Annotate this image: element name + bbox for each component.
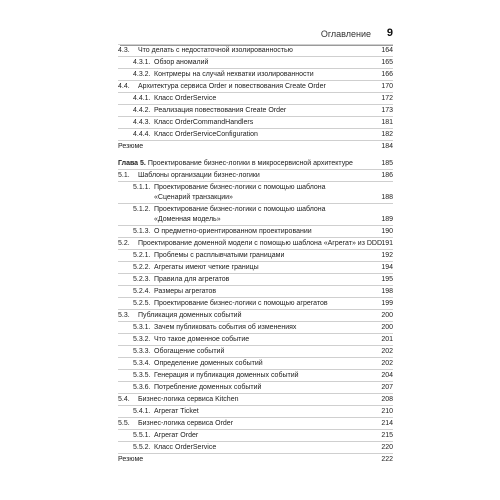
toc-entry-number: 5.4.1. bbox=[133, 408, 151, 415]
toc-entry-number: 4.4.3. bbox=[133, 119, 151, 126]
toc-entry-page: 201 bbox=[381, 336, 393, 343]
toc-entry-title: Агрегат Order bbox=[154, 432, 199, 439]
toc-entry-title: Проектирование бизнес-логики с помощью шаблона «Сценарий транзакции» bbox=[154, 184, 326, 201]
toc-entry-resume[interactable] bbox=[118, 140, 393, 152]
toc-entry-page: 199 bbox=[381, 300, 393, 307]
toc-entry-title: Проектирование бизнес-логики с помощью агрегатов bbox=[154, 300, 328, 307]
toc-entry[interactable] bbox=[118, 169, 393, 181]
toc-entry-page: 220 bbox=[381, 444, 393, 451]
toc-entry[interactable] bbox=[118, 393, 393, 405]
toc-entry-number: 4.4.2. bbox=[133, 107, 151, 114]
toc-entry-number: 5.5.2. bbox=[133, 444, 151, 451]
toc-entry-title: Проектирование доменной модели с помощью шаблона «Агрегат» из DDD bbox=[138, 240, 383, 247]
toc-entry[interactable] bbox=[118, 285, 393, 297]
toc-entry-title: Бизнес-логика сервиса Order bbox=[138, 420, 234, 427]
toc-entry[interactable] bbox=[118, 369, 393, 381]
toc-entry[interactable] bbox=[118, 273, 393, 285]
toc-entry-title: Бизнес-логика сервиса Kitchen bbox=[138, 396, 239, 403]
toc-entry-page: 215 bbox=[381, 432, 393, 439]
toc-entry-page: 192 bbox=[381, 252, 393, 259]
toc-entry-title: Класс OrderService bbox=[154, 95, 217, 102]
toc-entry[interactable] bbox=[118, 237, 393, 249]
toc-entry-page: 208 bbox=[381, 396, 393, 403]
toc-entry-page: 165 bbox=[381, 59, 393, 66]
toc-entry-page: 184 bbox=[381, 143, 393, 150]
toc-entry-number: 5.3.5. bbox=[133, 372, 151, 379]
toc-entry[interactable] bbox=[118, 68, 393, 80]
running-title: Оглавление bbox=[320, 29, 371, 39]
toc-entry-title: Обогащение событий bbox=[154, 348, 225, 355]
toc-entry-number: 5.2.2. bbox=[133, 264, 151, 271]
page-number: 9 bbox=[386, 27, 393, 39]
toc-entry-title: Размеры агрегатов bbox=[154, 288, 217, 295]
chapter-title: Проектирование бизнес-логики в микросервисной архитектуре bbox=[147, 160, 353, 167]
toc-entry-page: 188 bbox=[381, 194, 393, 201]
toc-entry-title: Потребление доменных событий bbox=[154, 384, 262, 391]
toc-entry-number: 5.2.1. bbox=[133, 252, 151, 259]
toc-entry-title: О предметно-ориентированном проектировании bbox=[154, 228, 312, 235]
toc-entry-page: 202 bbox=[381, 360, 393, 367]
toc-entry[interactable] bbox=[118, 92, 393, 104]
toc-entry-page: 173 bbox=[381, 107, 393, 114]
toc-entry-title: Реализация повествования Create Order bbox=[154, 107, 287, 114]
toc-entry-number: 5.3.1. bbox=[133, 324, 151, 331]
toc-entry-page: 200 bbox=[381, 312, 393, 319]
toc-entry-number: 5.3.6. bbox=[133, 384, 151, 391]
toc-entry[interactable] bbox=[118, 128, 393, 140]
toc-entry-number: 5.2. bbox=[118, 240, 130, 247]
chapter-label: Глава 5. bbox=[118, 160, 146, 167]
toc-entry-title: Что делать с недостаточной изолированностью bbox=[138, 47, 293, 54]
toc-entry-number: 5.5.1. bbox=[133, 432, 151, 439]
toc-entry[interactable] bbox=[118, 321, 393, 333]
toc-entry-title: Контрмеры на случай нехватки изолированности bbox=[154, 71, 314, 78]
toc-entry-title: Что такое доменное событие bbox=[154, 336, 250, 343]
toc-entry-page: 189 bbox=[381, 216, 393, 223]
toc-entry-number: 4.4.4. bbox=[133, 131, 151, 138]
toc-entry[interactable] bbox=[118, 44, 393, 56]
toc-entry[interactable] bbox=[118, 381, 393, 393]
toc-entry-title: Класс OrderService bbox=[154, 444, 217, 451]
toc-entry-page: 170 bbox=[381, 83, 393, 90]
toc-entry-title: Определение доменных событий bbox=[154, 360, 263, 367]
toc-entry[interactable] bbox=[118, 333, 393, 345]
toc-entry-page: 164 bbox=[381, 47, 393, 54]
toc-entry[interactable] bbox=[118, 181, 393, 203]
toc-entry-page: 181 bbox=[381, 119, 393, 126]
toc-entry[interactable] bbox=[118, 261, 393, 273]
toc-entry-number: 5.1. bbox=[118, 172, 130, 179]
toc-entry-page: 195 bbox=[381, 276, 393, 283]
toc-entry-page: 185 bbox=[381, 160, 393, 167]
toc-entry[interactable] bbox=[118, 357, 393, 369]
toc-entry-chapter[interactable] bbox=[118, 158, 393, 169]
toc-entry-title: Резюме bbox=[118, 143, 144, 150]
toc-entry-number: 5.2.5. bbox=[133, 300, 151, 307]
toc-entry-title: Публикация доменных событий bbox=[138, 312, 242, 319]
toc-entry-number: 4.4.1. bbox=[133, 95, 151, 102]
toc-entry-resume[interactable] bbox=[118, 453, 393, 465]
toc-entry-title: Генерация и публикация доменных событий bbox=[154, 372, 299, 379]
toc-entry-page: 190 bbox=[381, 228, 393, 235]
toc-entry-title: Класс OrderServiceConfiguration bbox=[154, 131, 258, 138]
toc-entry-number: 5.1.3. bbox=[133, 228, 151, 235]
toc-entry-number: 4.4. bbox=[118, 83, 130, 90]
toc-entry-title bbox=[118, 158, 353, 169]
table-of-contents bbox=[118, 44, 393, 465]
toc-entry-title: Агрегаты имеют четкие границы bbox=[154, 264, 259, 271]
toc-entry-page: 202 bbox=[381, 348, 393, 355]
toc-entry-page: 182 bbox=[381, 131, 393, 138]
toc-entry-page: 204 bbox=[381, 372, 393, 379]
toc-entry-number: 4.3.2. bbox=[133, 71, 151, 78]
toc-entry-number: 5.1.2. bbox=[133, 206, 151, 213]
toc-entry-page: 191 bbox=[381, 240, 393, 247]
toc-entry-page: 172 bbox=[381, 95, 393, 102]
toc-entry[interactable] bbox=[118, 104, 393, 116]
toc-entry-page: 194 bbox=[381, 264, 393, 271]
toc-entry-number: 5.3.3. bbox=[133, 348, 151, 355]
toc-entry-number: 5.3.4. bbox=[133, 360, 151, 367]
toc-entry[interactable] bbox=[118, 297, 393, 309]
toc-entry-title: Правила для агрегатов bbox=[154, 276, 230, 283]
toc-entry[interactable] bbox=[118, 56, 393, 68]
toc-entry-title: Класс OrderCommandHandlers bbox=[154, 119, 254, 126]
toc-entry-number: 5.3. bbox=[118, 312, 130, 319]
toc-entry[interactable] bbox=[118, 80, 393, 92]
toc-entry-page: 200 bbox=[381, 324, 393, 331]
toc-entry-number: 5.3.2. bbox=[133, 336, 151, 343]
toc-entry-title: Шаблоны организации бизнес-логики bbox=[138, 172, 260, 179]
toc-entry-title: Резюме bbox=[118, 456, 144, 463]
toc-entry[interactable] bbox=[118, 417, 393, 429]
toc-entry[interactable] bbox=[118, 309, 393, 321]
toc-section-5 bbox=[118, 169, 393, 453]
toc-entry-page: 166 bbox=[381, 71, 393, 78]
toc-entry-page: 207 bbox=[381, 384, 393, 391]
toc-entry[interactable] bbox=[118, 225, 393, 237]
toc-entry[interactable] bbox=[118, 441, 393, 453]
toc-entry-number: 5.4. bbox=[118, 396, 130, 403]
toc-entry-title: Зачем публиковать события об изменениях bbox=[154, 324, 297, 331]
toc-entry-number: 4.3. bbox=[118, 47, 130, 54]
toc-entry-title: Агрегат Ticket bbox=[154, 408, 199, 415]
toc-entry[interactable] bbox=[118, 116, 393, 128]
toc-entry-title: Обзор аномалий bbox=[154, 59, 209, 66]
toc-entry-page: 210 bbox=[381, 408, 393, 415]
toc-entry-page: 214 bbox=[381, 420, 393, 427]
toc-entry-number: 5.1.1. bbox=[133, 184, 151, 191]
toc-entry-number: 5.2.4. bbox=[133, 288, 151, 295]
toc-entry[interactable] bbox=[118, 345, 393, 357]
toc-entry-page: 222 bbox=[381, 456, 393, 463]
toc-entry-number: 4.3.1. bbox=[133, 59, 151, 66]
toc-entry[interactable] bbox=[118, 249, 393, 261]
toc-entry-page: 186 bbox=[381, 172, 393, 179]
toc-entry-title: Проблемы с расплывчатыми границами bbox=[154, 252, 285, 259]
toc-entry[interactable] bbox=[118, 405, 393, 417]
toc-entry[interactable] bbox=[118, 429, 393, 441]
toc-section-4 bbox=[118, 44, 393, 140]
toc-entry-title: Архитектура сервиса Order и повествования Create Order bbox=[138, 83, 326, 90]
toc-entry-page: 198 bbox=[381, 288, 393, 295]
toc-entry-number: 5.5. bbox=[118, 420, 130, 427]
toc-entry-number: 5.2.3. bbox=[133, 276, 151, 283]
toc-entry[interactable] bbox=[118, 203, 393, 225]
toc-entry-title: Проектирование бизнес-логики с помощью шаблона «Доменная модель» bbox=[154, 206, 326, 223]
